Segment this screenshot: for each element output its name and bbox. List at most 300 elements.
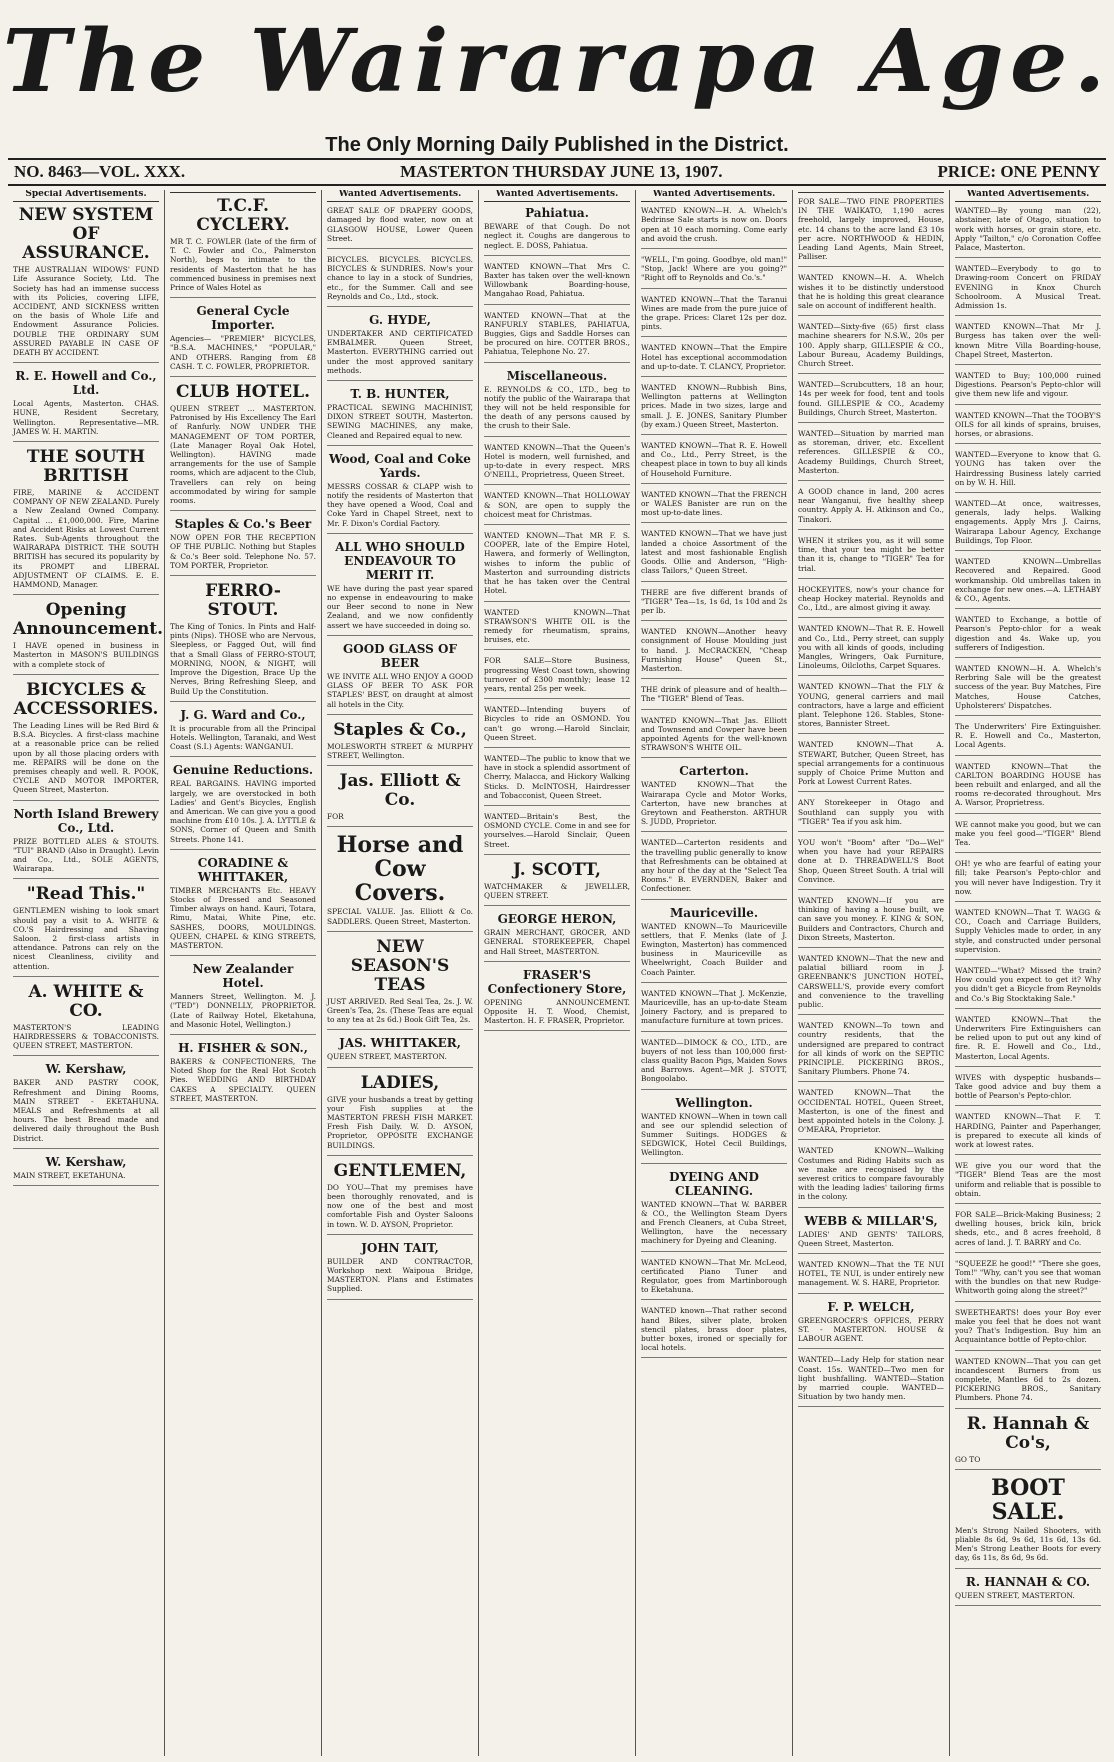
advertisement-text: WANTED KNOWN—That MR F. S. COOPER, late of the Empire Hotel, Hawera, and formerly of Wellington, wishes to inform the public of Masterton and surrounding districts that he has taken over the Central Hotel.	[484, 531, 630, 596]
advertisement	[484, 443, 630, 486]
advertisement	[798, 682, 944, 734]
newspaper-title: The Wairarapa Age.	[2, 11, 1112, 112]
advertisement-text: WANTED KNOWN—That the TOOBY'S OILS for all kinds of sprains, bruises, horses, or abrasions.	[955, 410, 1101, 439]
advertisement	[955, 1259, 1101, 1302]
advertisement-title: FERRO-STOUT.	[205, 581, 281, 621]
advertisement	[798, 1021, 944, 1082]
advertisement-title: R. E. Howell and Co., Ltd.	[15, 369, 157, 398]
advertisement-title: J. G. Ward and Co.,	[180, 707, 306, 722]
advertisement	[955, 1415, 1101, 1470]
advertisement	[641, 627, 787, 679]
advertisement	[955, 1210, 1101, 1253]
advertisement-title: Staples & Co.'s Beer	[174, 517, 312, 532]
advertisement	[484, 912, 630, 962]
advertisement-title: T. B. HUNTER,	[350, 387, 450, 402]
advertisement-title: CLUB HOTEL.	[175, 382, 311, 403]
advertisement-text: WANTED—By young man (22), abstainer, late of Otago, situation to work with horses, or grain store, etc. Apply "Tailton," c/o Coronation Coffee Palace, Masterton.	[955, 206, 1101, 253]
advertisement-title: BICYCLES & ACCESSORIES.	[13, 679, 159, 719]
advertisement-text: UNDERTAKER AND CERTIFICATED EMBALMER. Queen Street, Masterton. EVERYTHING carried out under the most approved sanitary methods.	[327, 329, 473, 375]
advertisement	[484, 861, 630, 906]
column-1	[8, 190, 165, 1756]
advertisement-title: General Cycle Importer.	[196, 304, 290, 333]
advertisement-text: WATCHMAKER & JEWELLER, QUEEN STREET.	[484, 881, 630, 900]
advertisement-title: LADIES,	[360, 1072, 440, 1093]
advertisement	[955, 1112, 1101, 1155]
advertisement-text: WANTED KNOWN—That Mr J. Burgess has taken over the well-known Mitre Villa Boarding-house, Chapel Street, Masterton.	[955, 322, 1101, 359]
advertisement-text: WANTED KNOWN—That W. BARBER & CO., the Wellington Steam Dyers and French Cleaners, at Cuba Street, Wellington, have the necessary machinery for Dyeing and Cleaning.	[641, 1199, 787, 1246]
advertisement-text: WANTED KNOWN—That A. STEWART, Butcher, Queen Street, has special arrangements for a continuous supply of Choice Prime Mutton and Pork at Lowest Current Rates.	[798, 740, 944, 787]
advertisement	[484, 812, 630, 855]
advertisement	[641, 1096, 787, 1164]
advertisement	[798, 1214, 944, 1254]
column-heading: Special Advertisements.	[13, 190, 159, 202]
advertisement-title: ALL WHO SHOULD ENDEAVOUR TO MERIT IT.	[335, 539, 465, 582]
advertisement-title: Horse and Cow Covers.	[336, 832, 464, 907]
advertisement-text: WANTED KNOWN—That HOLLOWAY & SON, are open to supply the choicest meat for Christmas.	[484, 491, 630, 519]
advertisement	[955, 722, 1101, 756]
advertisement	[170, 197, 316, 298]
advertisement-title: BOOT SALE.	[991, 1474, 1065, 1525]
advertisement-text: WANTED to Buy; 100,000 ruined Digestions. Pearson's Pepto-chlor will give them new life and vigour.	[955, 371, 1101, 399]
advertisement	[641, 1306, 787, 1358]
advertisement-text: WANTED KNOWN—Rubbish Bins, Wellington patterns at Wellington prices. Made in two sizes, large and small. J. E. JONES, Sanitary Plumber (by exam.) Queen Street, Masterton.	[641, 383, 787, 429]
dateline-bar	[8, 158, 1106, 186]
advertisement-text: BUILDER AND CONTRACTOR, Workshop next Waipoua Bridge, MASTERTON. Plans and Estimates Supplied.	[327, 1256, 473, 1294]
advertisement-title: North Island Brewery Co., Ltd.	[13, 806, 159, 835]
advertisement	[170, 763, 316, 849]
advertisement-text: WHEN it strikes you, as it will some time, that your tea might be better than it is, change to "TIGER" Tea for trial.	[798, 535, 944, 573]
advertisement-text: WANTED—"What? Missed the train? How could you expect to get it? Why you didn't get a Bicycle from Reynolds and Co.'s Big Stocktaking Sale."	[955, 966, 1101, 1003]
advertisement-text: A GOOD chance in land, 200 acres near Wanganui, five healthy sheep country. Apply A. H. Atkinson and Co., Tinakori.	[798, 487, 944, 524]
advertisement	[641, 1038, 787, 1090]
column-3	[322, 190, 479, 1756]
advertisement-title: Pahiatua.	[525, 206, 589, 221]
advertisement-text: WANTED—Intending buyers of Bicycles to ride an OSMOND. You can't go wrong.—Harold Sinclair, Queen Street.	[484, 705, 630, 742]
advertisement-title: Wellington.	[675, 1095, 753, 1110]
advertisement-title: Miscellaneous.	[506, 368, 608, 383]
advertisement	[798, 197, 944, 267]
advertisement-text: WANTED KNOWN—That the Underwriters Fire Extinguishers can be relied upon to put out any kind of fire. R. E. Howell and Co., Ltd., Masterton, Local Agents.	[955, 1014, 1101, 1061]
advertisement	[798, 322, 944, 374]
advertisement	[484, 608, 630, 651]
advertisement-text: GRAIN MERCHANT, GROCER, AND GENERAL STOREKEEPER, Chapel and Hall Street, MASTERTON.	[484, 928, 630, 956]
advertisement-title: H. FISHER & SON.,	[178, 1040, 308, 1055]
advertisement-text: THE AUSTRALIAN WIDOWS' FUND Life Assurance Society, Ltd. The Society has had an immense success with its Policies, covering LIFE, ACCIDENT, AND SICKNESS written on the basis of Whole Life and Endowment Assurance Policies. DOUBLE THE ORDINARY SUM ASSURED PAYABLE IN CASE OF DEATH BY ACCIDENT.	[13, 265, 159, 358]
advertisement	[955, 908, 1101, 960]
place-and-date: MASTERTON THURSDAY JUNE 13, 1907.	[400, 162, 723, 181]
advertisement	[13, 983, 159, 1057]
column-4	[479, 190, 636, 1756]
price: PRICE: ONE PENNY	[937, 162, 1100, 181]
advertisement	[327, 206, 473, 249]
advertisement-text: Agencies— "PREMIER" BICYCLES, "B.S.A. MACHINES," "POPULAR," AND OTHERS. Ranging from £8 CASH. T. C. FOWLER, PROPRIETOR.	[170, 334, 316, 371]
advertisement-text: PRACTICAL SEWING MACHINIST, DIXON STREET SOUTH, Masterton. SEWING MACHINES, any make, Cleaned and Repaired equal to new.	[327, 403, 473, 440]
column-7	[950, 190, 1106, 1756]
advertisement	[955, 1575, 1101, 1606]
advertisement	[327, 642, 473, 715]
advertisement	[955, 322, 1101, 365]
advertisement	[327, 1241, 473, 1300]
advertisement-text: WANTED KNOWN—To Mauriceville settlers, that F. Menks (late of J. Ewington, Masterton) has commenced business in Mauriceville as Wheelwright, Coach Builder and Coach Painter.	[641, 921, 787, 977]
column-6	[793, 190, 950, 1756]
advertisement	[955, 1015, 1101, 1067]
advertisement-text: WANTED known—That rather second hand Bikes, silver plate, broken stencil plates, brass door plates, butter boxes, ironed or specially for local hotels.	[641, 1306, 787, 1353]
advertisement-text: YOU won't "Boom" after "Do—Wel" when you have had your REPAIRS done at D. THREADWELL'S Boot Shop, Queen Street South. A trial will Convince.	[798, 837, 944, 884]
advertisement-text: MAIN STREET, EKETAHUNA.	[13, 1170, 126, 1180]
advertisement	[13, 807, 159, 880]
advertisement-text: E. REYNOLDS & CO., LTD., beg to notify the public of the Wairarapa that they will not be held responsible for the death of any persons caused by the crush to their Sale.	[484, 384, 630, 431]
advertisement-text: WANTED KNOWN—That the Queen's Hotel is modern, well furnished, and up-to-date in every respect. MRS O'NEILL, Proprietress, Queen Street.	[484, 442, 630, 480]
advertisement-text: WANTED—Everybody to go to Drawing-room Concert on FRIDAY EVENING in Knox Church Schoolroom. A Musical Treat. Admission 1s.	[955, 264, 1101, 311]
advertisement-text: LADIES' AND GENTS' TAILORS, Queen Street, Masterton.	[798, 1229, 944, 1248]
advertisement-text: The Underwriters' Fire Extinguisher. R. E. Howell and Co., Masterton, Local Agents.	[955, 721, 1101, 750]
advertisement	[484, 491, 630, 525]
advertisement	[798, 1260, 944, 1294]
advertisement-text: WANTED KNOWN—That J. McKenzie, Mauriceville, has an up-to-date Steam Joinery Factory, and is prepared to manufacture furniture at town prices.	[641, 988, 787, 1026]
advertisement-title: A. WHITE & CO.	[28, 981, 144, 1021]
advertisement-title: W. Kershaw,	[45, 1154, 127, 1169]
advertisement	[955, 557, 1101, 609]
advertisement-text: WANTED to Exchange, a bottle of Pearson's Pepto-chlor for a weak digestion and 4s. Wake up, you sufferers of Indigestion.	[955, 615, 1101, 652]
advertisement-text: WANTED KNOWN—If you are thinking of having a house built, we can save you money. F. KING & SON, Builders and Contractors, Church and Dixon Streets, Masterton.	[798, 895, 944, 942]
advertisement	[955, 664, 1101, 716]
advertisement-text: Local Agents, Masterton. CHAS. HUNE, Resident Secretary, Wellington. Representative—MR. JAMES W. H. MARTIN.	[13, 399, 159, 436]
advertisement-text: WANTED KNOWN—Another heavy consignment of House Moulding just to hand. J. McCRACKEN, "Cheap Furnishing House" Queen St., Masterton.	[641, 627, 787, 673]
advertisement-text: ANY Storekeeper in Otago and Southland can supply you with "TIGER" Tea if you ask him.	[798, 798, 944, 826]
advertisement	[641, 588, 787, 622]
advertisement-text: I HAVE opened in business in Masterton in MASON'S BUILDINGS with a complete stock of	[13, 641, 159, 669]
advertisement	[13, 681, 159, 801]
advertisement	[484, 262, 630, 305]
advertisement	[798, 585, 944, 619]
advertisement	[955, 762, 1101, 814]
advertisement	[641, 716, 787, 759]
advertisement-title: R. Hannah & Co's,	[966, 1413, 1090, 1453]
advertisement-text: WANTED—Scrubcutters, 18 an hour, 14s per week for food, tent and tools found. GILLESPIE & CO., Academy Buildings, Church Street, Masterton.	[798, 380, 944, 417]
advertisement-text: FOR SALE—Store Business, progressing West Coast town, showing turnover of £300 monthly; lease 12 years, rental 25s per week.	[484, 656, 630, 693]
advertisement-text: QUEEN STREET, MASTERTON.	[327, 1052, 447, 1062]
advertisement-title: Carterton.	[679, 764, 749, 779]
advertisement	[327, 313, 473, 381]
advertisement	[327, 540, 473, 636]
advertisement-text: WANTED KNOWN—That STRAWSON'S WHITE OIL is the remedy for rheumatism, sprains, bruises, etc.	[484, 607, 630, 645]
advertisement-text: WANTED KNOWN—Umbrellas Recovered and Repaired. Good workmanship. Old umbrellas taken in exchange for new ones.—A. LETHABY & CO., Agents.	[955, 557, 1101, 603]
advertisement	[13, 206, 159, 363]
advertisement	[327, 833, 473, 931]
advertisement-text: WANTED KNOWN—That we have just landed a choice Assortment of the latest and most fashionable English Goods. Ollie and Anderson, "High-class Tailors," Queen Street.	[641, 529, 787, 576]
advertisement	[641, 685, 787, 709]
advertisement-text: MASTERTON'S LEADING HAIRDRESSERS & TOBACCONISTS. QUEEN STREET, MASTERTON.	[13, 1022, 159, 1051]
advertisement-text: QUEEN STREET ... MASTERTON. Patronised by His Excellency The Earl of Ranfurly. NOW UNDER THE MANAGEMENT OF TOM PORTER, (Late Manager Royal Oak Hotel, Wellington). HAVING made arrangements for the use of Sample rooms, which are adjacent to the Club, Travellers can rely on being accommodated by wiring for sample rooms.	[170, 404, 316, 506]
advertisement-text: MESSRS COSSAR & CLAPP wish to notify the residents of Masterton that they have opened a Wood, Coal and Coke Yard in Chapel Street, next to Mr. F. Dixon's Cordial Factory.	[327, 481, 473, 528]
advertisement-text: WANTED KNOWN—That R. E. Howell and Co., Ltd., Perry street, can supply you with all kinds of goods, including Mangles, Wringers, Oak Furniture, Linoleums, Oilcloths, Carpet Squares.	[798, 624, 944, 671]
advertisement-text: WANTED KNOWN—When in town call and see our splendid selection of Summer Suitings. HODGES & SEDGWICK, Hotel Cecil Buildings, Wellington.	[641, 1111, 787, 1158]
advertisement-text: WANTED KNOWN—Walking Costumes and Riding Habits such as we make are recognised by the severest critics to compare favourably with the leading ladies' tailoring firms in the colony.	[798, 1146, 944, 1202]
advertisement	[484, 206, 630, 256]
advertisement-text: MOLESWORTH STREET & MURPHY STREET, Wellington.	[327, 741, 473, 760]
advertisement-text: THERE are five different brands of "TIGER" Tea—1s, 1s 6d, 1s 10d and 2s per lb.	[641, 587, 787, 615]
advertisement-text: WANTED—DIMOCK & CO., LTD., are buyers of not less than 100,000 first-class quality Bacon Pigs, Maiden Sows and Barrows. Agent—MR J. STOTT, Bongoolabo.	[641, 1037, 787, 1084]
advertisement	[13, 1155, 159, 1186]
advertisement-text: WANTED—Sixty-five (65) first class machine shearers for N.S.W., 20s per 100. Apply sharp, GILLESPIE & CO., Labour Bureau, Academy Buildings, Church Street.	[798, 322, 944, 369]
advertisement	[484, 369, 630, 437]
advertisement-text: WANTED KNOWN—That the Empire Hotel has exceptional accommodation and up-to-date. T. CLANCY, Proprietor.	[641, 343, 787, 371]
advertisement	[484, 311, 630, 363]
advertisement-text: WANTED KNOWN—That T. WAGG & CO., Coach and Carriage Builders, Supply Vehicles made to order, in any style, and constructed under personal supervision.	[955, 907, 1101, 954]
advertisement-text: WANTED KNOWN—That the FRENCH or WALES Banister are run on the most up-to-date lines.	[641, 489, 787, 518]
advertisement-text: GREENGROCER'S OFFICES, PERRY ST. - MASTERTON. HOUSE & LABOUR AGENT.	[798, 1315, 944, 1344]
advertisement	[641, 295, 787, 338]
advertisement-text: NOW OPEN FOR THE RECEPTION OF THE PUBLIC. Nothing but Staples & Co.'s Beer sold. Telephone No. 57. TOM PORTER, Proprietor.	[170, 533, 316, 570]
advertisement-text: GENTLEMEN wishing to look smart should pay a visit to A. WHITE & CO.'S Hairdressing and Shaving Saloon. 2 first-class artists in attendance. Patrons can rely on the nicest Cleanliness, civility and attention.	[13, 906, 159, 971]
advertisement-text: WANTED—At once, waitresses, generals, lady helps. Walking engagements. Apply Mrs J. Cairns, Wairarapa Labour Agency, Exchange Buildings, Top Floor.	[955, 499, 1101, 545]
column-heading: Wanted Advertisements.	[484, 190, 630, 202]
advertisement-text: JUST ARRIVED. Red Seal Tea, 2s. J. W. Green's Tea, 2s. (These Teas are equal to any tea at 2s 6d.) Book Gift Tea, 2s.	[327, 996, 473, 1025]
advertisement-text: GO TO	[955, 1454, 981, 1464]
advertisement-text: BEWARE of that Cough. Do not neglect it. Coughs are dangerous to neglect. E. DOSS, Pahiatua.	[484, 222, 630, 250]
advertisement	[798, 380, 944, 423]
advertisement	[170, 708, 316, 758]
advertisement-text: SWEETHEARTS! does your Boy ever make you feel that he does not want you? That's Indigestion. Buy him an Acquaintance bottle of Pepto-chlor.	[955, 1307, 1101, 1345]
advertisement	[641, 255, 787, 289]
advertisement	[484, 705, 630, 748]
advertisement	[798, 429, 944, 481]
advertisement	[641, 529, 787, 581]
masthead	[2, 11, 1112, 132]
advertisement-text: OPENING ANNOUNCEMENT. Opposite H. T. Wood, Chemist, Masterton. H. F. FRASER, Proprietor.	[484, 997, 630, 1026]
newspaper-subtitle: The Only Morning Daily Published in the District.	[325, 134, 789, 156]
advertisement	[327, 1036, 473, 1067]
advertisement-text: DO YOU—That my premises have been thoroughly renovated, and is now one of the best and most comfortable Fish and Oyster Saloons in town. W. D. AYSON, Proprietor.	[327, 1182, 473, 1229]
advertisement	[955, 820, 1101, 854]
advertisement-text: It is procurable from all the Principal Hotels. Wellington, Taranaki, and West Coast (S.I.) Agents: WANGANUI.	[170, 723, 316, 752]
advertisement	[798, 487, 944, 530]
advertisement	[798, 273, 944, 316]
advertisement	[955, 1308, 1101, 1351]
advertisement-text: WANTED KNOWN—That F. T. HARDING, Painter and Paperhanger, is prepared to execute all kinds of work at lowest rates.	[955, 1112, 1101, 1150]
advertisement	[798, 1088, 944, 1140]
column-heading	[170, 190, 316, 193]
advertisement	[955, 1161, 1101, 1204]
advertisement	[641, 989, 787, 1032]
advertisement-text: SPECIAL VALUE. Jas. Elliott & Co. SADDLERS. Queen Street, Masterton.	[327, 907, 473, 926]
advertisement	[484, 656, 630, 699]
advertisement	[170, 304, 316, 377]
advertisement-title: W. Kershaw,	[45, 1062, 127, 1077]
advertisement	[955, 966, 1101, 1009]
advertisement	[484, 968, 630, 1032]
advertisement-title: NEW SYSTEM OF ASSURANCE.	[18, 205, 154, 264]
advertisement	[955, 206, 1101, 258]
advertisement-title: Staples & Co.,	[333, 719, 467, 740]
advertisement	[955, 371, 1101, 405]
advertisement-title: Opening Announcement.	[13, 600, 164, 640]
advertisement-text: WANTED KNOWN—That Mrs C. Baxter has taken over the well-known Willowbank Boarding-house, Mangahao Road, Pahiatua.	[484, 261, 630, 299]
advertisement	[327, 255, 473, 307]
advertisement	[955, 859, 1101, 902]
advertisement-title: WEBB & MILLAR'S,	[804, 1213, 938, 1228]
advertisement	[955, 1476, 1101, 1569]
advertisement-text: REAL BARGAINS. HAVING imported largely, we are overstocked in both Ladies' and Gent's Bicycles, English and American. We can give you a good machine from £10 10s. J. A. LYTTLE & SONS, Corner of Queen and Smith Streets. Phone 141.	[170, 779, 316, 844]
advertisement	[955, 1357, 1101, 1409]
column-heading: Wanted Advertisements.	[641, 190, 787, 202]
advertisement-title: F. P. WELCH,	[827, 1299, 915, 1314]
advertisement	[641, 206, 787, 249]
advertisement	[798, 1300, 944, 1350]
advertisement	[798, 1146, 944, 1207]
advertisement	[641, 490, 787, 524]
advertisement	[955, 615, 1101, 658]
column-heading: Wanted Advertisements.	[955, 190, 1101, 202]
advertisement-text: WANTED KNOWN—That the OCCIDENTAL HOTEL, Queen Street, Masterton, is one of the finest and best appointed hotels in the Colony. J. O'MEARA, Proprietor.	[798, 1088, 944, 1135]
advertisement-title: Mauriceville.	[669, 905, 759, 920]
advertisement-text: GREAT SALE OF DRAPERY GOODS, damaged by flood water, now on at GLASGOW HOUSE, Lower Queen Street.	[327, 206, 473, 243]
advertisement	[955, 411, 1101, 445]
advertisement	[484, 531, 630, 601]
advertisement-text: WANTED KNOWN—That the FLY & YOUNG, general carriers and mail contractors, have a large and efficient plant. Telephone 126. Stables, Stone-stores, Bannister Street.	[798, 682, 944, 729]
column-heading: Wanted Advertisements.	[327, 190, 473, 202]
advertisement	[327, 772, 473, 827]
advertisement-text: WANTED KNOWN—That the Wairarapa Cycle and Motor Works, Carterton, have new branches at Greytown and Featherston. ARTHUR S. JUDD, Proprietor.	[641, 780, 787, 827]
advertisement-text: WANTED KNOWN—H. A. Whelch's Rerbring Sale will be the greatest success of the year. Buy Matches, Fire Matches, House Catches, Upholsterers' Dispatches.	[955, 663, 1101, 710]
advertisement	[641, 906, 787, 983]
advertisement-text: WANTED KNOWN—That Mr. McLeod, certificated Piano Tuner and Regulator, goes from Martinborough to Eketahuna.	[641, 1257, 787, 1295]
advertisement	[798, 624, 944, 676]
advertisement	[955, 1073, 1101, 1107]
advertisement-text: THE drink of pleasure and of health—The "TIGER" Blend of Teas.	[641, 685, 787, 704]
advertisement-text: WANTED KNOWN—That Jas. Elliott and Townsend and Cowper have been appointed Agents for the well-known STRAWSON'S WHITE OIL.	[641, 715, 787, 753]
advertisement	[798, 954, 944, 1015]
advertisement	[13, 1062, 159, 1148]
advertisement	[798, 798, 944, 832]
advertisement-text: FOR SALE—TWO FINE PROPERTIES IN THE WAIKATO, 1,190 acres freehold, largely improved, House, etc. 14 chans to the acre land £3 10s per acre. NORTHWOOD & HEDIN, Leading Land Agents, Main Street, Palliser.	[798, 197, 944, 262]
advertisement-title: JAS. WHITTAKER,	[339, 1036, 461, 1051]
advertisement-title: Wood, Coal and Coke Yards.	[329, 451, 471, 480]
advertisement-text: WANTED—Lady Help for station near Coast. 15s. WANTED—Two men for light bushfalling. WANTED—Station by married couple. WANTED—Situation by two handy men.	[798, 1355, 944, 1402]
advertisement	[327, 938, 473, 1031]
column-heading	[798, 190, 944, 193]
advertisement	[170, 383, 316, 511]
advertisement-text: WANTED KNOWN—That the CARLTON BOARDING HOUSE has been rebuilt and enlarged, and all the rooms re-decorated throughout. Mrs A. Warsor, Proprietress.	[955, 761, 1101, 808]
advertisement-text: PRIZE BOTTLED ALES & STOUTS. "TUI" BRAND (Also in Draught). Levin and Co., Ltd., SOLE AGENTS, Wairarapa.	[13, 836, 159, 874]
advertisement	[798, 740, 944, 792]
advertisement	[327, 1074, 473, 1156]
advertisement-text: WIVES with dyspeptic husbands—Take good advice and buy them a bottle of Pearson's Pepto-chlor.	[955, 1072, 1101, 1101]
advertisement	[13, 885, 159, 976]
advertisement-text: WE INVITE ALL WHO ENJOY A GOOD GLASS OF BEER TO ASK FOR STAPLES' BEST, on draught at almost all hotels in the City.	[327, 671, 473, 709]
advertisement-text: FOR	[327, 812, 344, 822]
advertisement-title: R. HANNAH & CO.	[965, 1574, 1091, 1589]
column-5	[636, 190, 793, 1756]
advertisement-text: The King of Tonics. In Pints and Half-pints (Nips). THOSE who are Nervous, Sleepless, or Fagged Out, will find that a Small Glass of FERRO-STOUT, MORNING, NOON, & NIGHT, will Improve the Digestion, Brace Up the Nerves, Bring Refreshing Sleep, and Build Up the Constitution.	[170, 622, 316, 696]
advertisement-text: WANTED KNOWN—To town and country residents, that the undersigned are prepared to contract for all kinds of work on the SEPTIC PRINCIPLE. PICKERING BROS., Sanitary Plumbers. Phone 74.	[798, 1021, 944, 1077]
advertisement	[170, 962, 316, 1035]
advertisement-title: Jas. Elliott & Co.	[339, 771, 461, 811]
advertisement-text: WANTED—Carterton residents and the travelling public generally to know that Refreshments can be obtained at any hour of the day at the "Select Tea Rooms." B. EVERNDEN, Baker and Confectioner.	[641, 838, 787, 894]
advertisement	[641, 1258, 787, 1301]
advertisement-text: QUEEN STREET, MASTERTON.	[955, 1590, 1075, 1600]
advertisement-title: GENTLEMEN,	[333, 1160, 467, 1181]
advertisement-title: NEW SEASON'S TEAS	[350, 936, 450, 995]
advertisement-title: G. HYDE,	[369, 313, 431, 328]
advertisement-title: FRASER'S Confectionery Store,	[487, 967, 627, 996]
advertisement-text: Manners Street, Wellington. M. J. ("TED") DONNELLY, PROPRIETOR. (Late of Railway Hotel, Eketahuna, and Masonic Hotel, Wellington.)	[170, 992, 316, 1029]
advertisement-text: WANTED—Situation by married man as storeman, driver, etc. Excellent references. GILLESPIE & CO., Academy Buildings, Church Street, Masterton.	[798, 429, 944, 475]
advertisement-text: WANTED KNOWN—That at the RANFURLY STABLES, PAHIATUA, Buggies, Gigs and Saddle Horses can be procured on hire. COTTER BROS., Pahiatua, Telephone No. 27.	[484, 310, 630, 357]
advertisement	[798, 838, 944, 890]
advertisement	[170, 517, 316, 576]
advertisement	[170, 856, 316, 956]
advertisement-text: HOCKEYITES, now's your chance for cheap Hockey material. Reynolds and Co., Ltd., are almost giving it away.	[798, 584, 944, 613]
advertisement	[955, 450, 1101, 493]
advertisement	[13, 600, 164, 675]
advertisement-title: J. SCOTT,	[513, 859, 601, 880]
advertisement	[13, 448, 159, 595]
advertisement-text: WANTED KNOWN—That the TE NUI HOTEL, TE NUI, is under entirely new management. W. S. HARE, Proprietor.	[798, 1260, 944, 1288]
advertisement-text: GIVE your husbands a treat by getting your Fish supplies at the MASTERTON FRESH FISH MARKET. Fresh Fish Daily. W. D. AYSON, Proprietor, OPPOSITE EXCHANGE BUILDINGS.	[327, 1094, 473, 1150]
advertisement-text: WANTED KNOWN—That R. E. Howell and Co., Ltd., Perry Street, is the cheapest place in town to buy all kinds of Household Furniture.	[641, 441, 787, 478]
advertisement-title: DYEING AND CLEANING.	[669, 1169, 759, 1198]
advertisement-text: "WELL, I'm going. Goodbye, old man!" "Stop, Jack! Where are you going?" "Right off to Reynolds and Co.'s."	[641, 255, 787, 283]
advertisement-text: WANTED—Britain's Best, the OSMOND CYCLE. Come in and see for yourselves.—Harold Sinclair, Queen Street.	[484, 811, 630, 849]
advertisement	[798, 536, 944, 579]
advertisement	[484, 754, 630, 806]
advertisement-title: CORADINE & WHITTAKER,	[197, 855, 289, 884]
advertisement	[641, 764, 787, 832]
advertisement-text: OH! ye who are fearful of eating your fill; take Pearson's Pepto-chlor and you will never have Indigestion. Try it now.	[955, 859, 1101, 896]
advertisement	[170, 1041, 316, 1109]
advertisement	[641, 1170, 787, 1252]
advertisement-text: WANTED KNOWN—That the Taranui Wines are made from the pure juice of the grape. Prices: Claret 12s per doz. pints.	[641, 294, 787, 332]
advertisement	[798, 896, 944, 948]
advertisement-text: FIRE, MARINE & ACCIDENT COMPANY OF NEW ZEALAND. Purely a New Zealand Owned Company. Capital ... £1,000,000. Fire, Marine and Accident Risks at Lowest Current Rates. Sub-Agents throughout the WAIRARAPA DISTRICT. THE SOUTH BRITISH has secured its popularity by its PROMPT and LIBERAL ADJUSTMENT OF CLAIMS. E. E. HAMMOND, Manager.	[13, 488, 159, 590]
advertisement-title: GOOD GLASS OF BEER	[343, 641, 457, 670]
advertisement	[327, 721, 473, 766]
advertisement-title: Genuine Reductions.	[172, 763, 314, 778]
advertisement	[955, 499, 1101, 551]
advertisement-text: BICYCLES. BICYCLES. BICYCLES. BICYCLES & SUNDRIES. Now's your chance to lay in a stock of Sundries, etc., for the Summer. Call and see Reynolds and Co., Ltd., stock.	[327, 255, 473, 301]
advertisement	[327, 387, 473, 446]
advertisement-text: BAKERS & CONFECTIONERS, The Noted Shop for the Real Hot Scotch Pies. WEDDING AND BIRTHDAY CAKES A SPECIALTY. QUEEN STREET, MASTERTON.	[170, 1056, 316, 1103]
advertisement-text: WANTED KNOWN—That you can get incandescent Burners from us complete, Mantles 6d to 2s dozen. PICKERING BROS., Sanitary Plumbers. Phone 74.	[955, 1356, 1101, 1403]
advertisement	[641, 838, 787, 899]
advertisement-text: The Leading Lines will be Red Bird & B.S.A. Bicycles. A first-class machine at a reasonable price can be relied upon by all those placing orders with me. REPAIRS will be done on the premises cheaply and well. R. POOK, CYCLE AND MOTOR IMPORTER, Queen Street, Masterton.	[13, 720, 159, 795]
advertisement	[170, 582, 316, 702]
advertisement-title: THE SOUTH BRITISH	[26, 447, 146, 487]
advertisement-title: GEORGE HERON,	[497, 912, 617, 927]
advertisement-text: WANTED—The public to know that we have in stock a splendid assortment of Cherry, Malacca, and Hickory Walking Sticks. D. McINTOSH, Hairdresser and Tobacconist, Queen Street.	[484, 753, 630, 800]
advertisement-text: BAKER AND PASTRY COOK, Refreshment and Dining Rooms, MAIN STREET - EKETAHUNA. MEALS and Refreshments at all hours. The best Bread made and delivered daily throughout the Bush District.	[13, 1078, 159, 1143]
advertisement-text: WANTED KNOWN—That the new and palatial billiard room in J. GREENBANK'S JUNCTION HOTEL, CARSWELL'S, provide every comfort and convenience to the travelling public.	[798, 954, 944, 1010]
advertisement-title: T.C.F. CYCLERY.	[196, 196, 290, 235]
advertisement-title: "Read This."	[26, 884, 146, 905]
advertisement-text: WANTED KNOWN—H. A. Whelch's Bedrinse Sale starts is now on. Doors open at 10 each morning. Come early and avoid the crush.	[641, 206, 787, 243]
advertisement-text: "SQUEEZE he good!" "There she goes, Tom!" "Why, can't you see that woman with the bundles on that new Rudge-Whitworth going along the street?"	[955, 1258, 1101, 1296]
advertisement	[641, 441, 787, 484]
advertisement-text: WE give you our word that the "TIGER" Blend Teas are the most uniform and reliable that is possible to obtain.	[955, 1161, 1101, 1198]
advertisement-text: TIMBER MERCHANTS Etc. HEAVY Stocks of Dressed and Seasoned Timber always on hand. Kauri, Totara, Rimu, Matai, White Pine, etc. SASHES, DOORS, MOULDINGS. QUEEN, CHAPEL & KING STREETS, MASTERTON.	[170, 885, 316, 950]
advertisement	[955, 264, 1101, 316]
advertisement-text: MR T. C. FOWLER (late of the firm of T. C. Fowler and Co., Palmerston North), begs to intimate to the residents of Masterton that he has commenced business in premises next Prince of Wales Hotel as	[170, 237, 316, 293]
advertisement	[798, 1355, 944, 1407]
advertisement	[327, 1162, 473, 1235]
advertisement	[327, 452, 473, 534]
advertisement-text: WANTED—Everyone to know that G. YOUNG has taken over the Hairdressing Business lately carried on by W. H. Hill.	[955, 450, 1101, 487]
advertisement-text: Men's Strong Nailed Shooters, with pliable 8s 6d, 9s 6d, 11s 6d, 13s 6d. Men's Strong Leather Boots for every day, 6s 11s, 8s 6d, 9s 6d.	[955, 1525, 1101, 1563]
column-2	[165, 190, 322, 1756]
advertisement	[13, 369, 159, 442]
advertisement-title: New Zealander Hotel.	[192, 962, 294, 991]
